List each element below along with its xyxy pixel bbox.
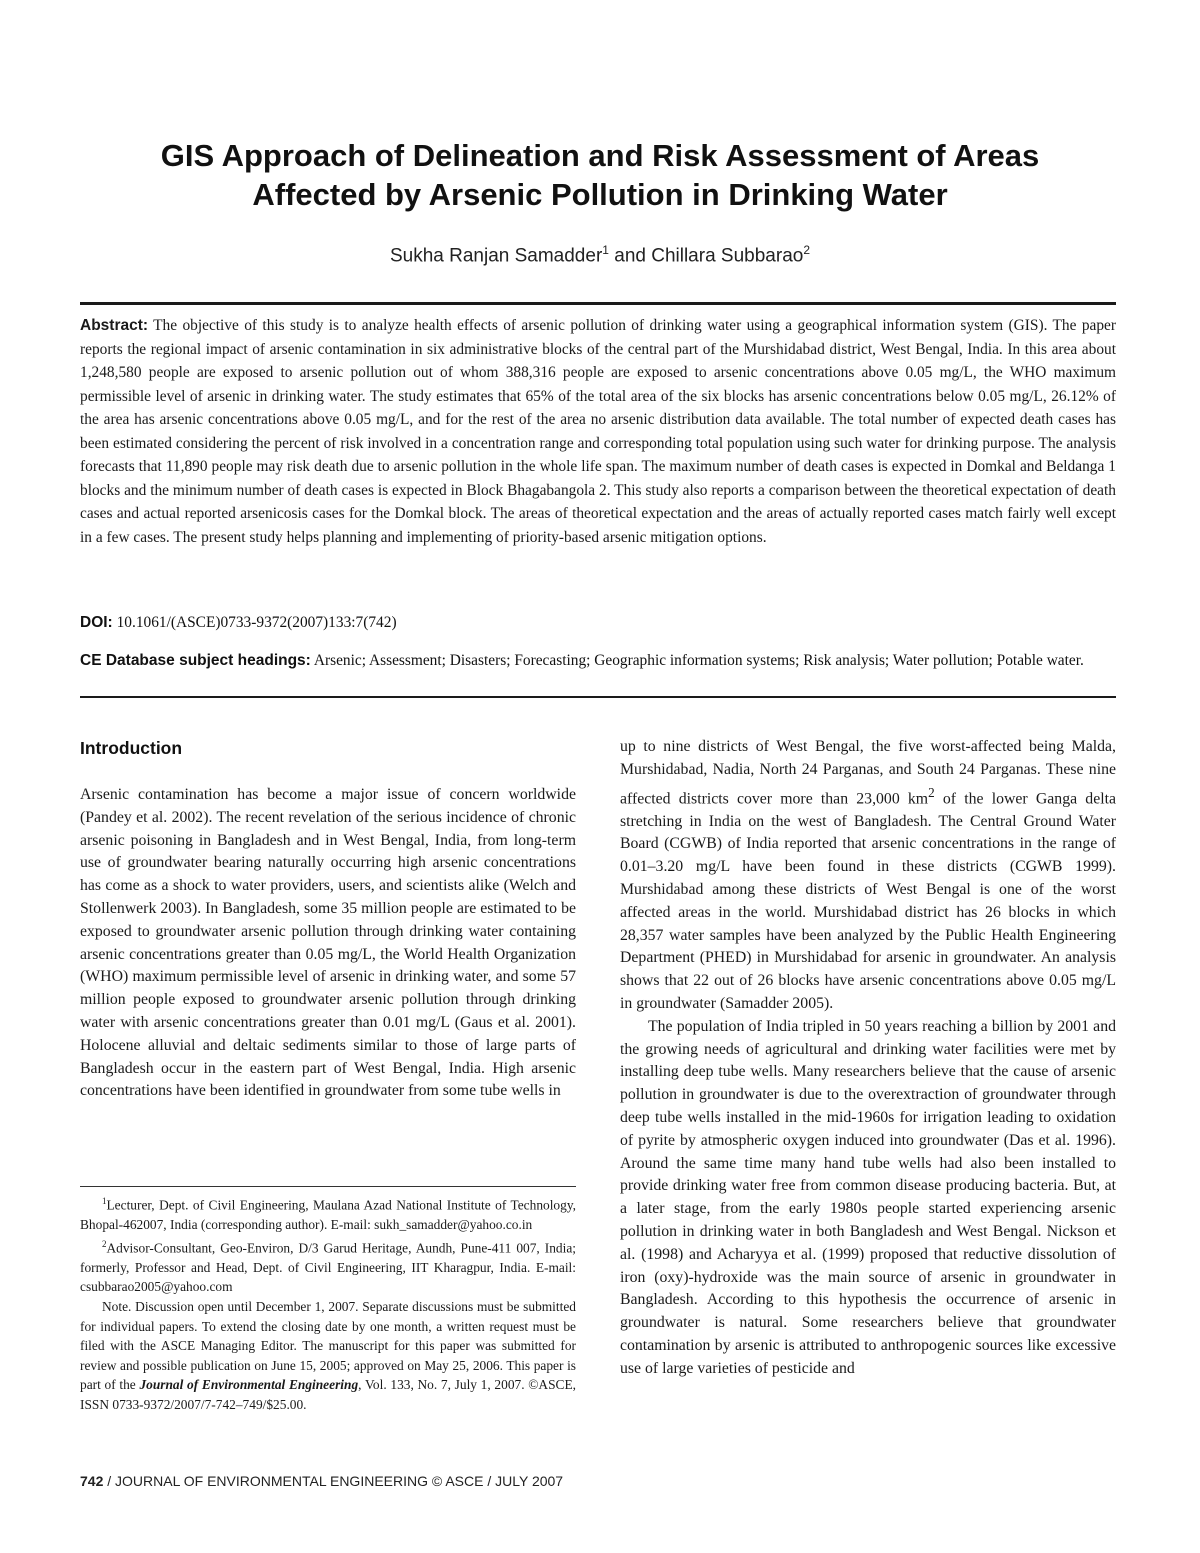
- footnotes: [80, 1192, 576, 1414]
- footnote-2-text: Advisor-Consultant, Geo-Environ, D/3 Garud Heritage, Aundh, Pune-411 007, India; formerly, Professor and Head, Dept. of Civil Engineering, IIT Kharagpur, India. E-mail: csubbarao2005@yahoo.com: [80, 1240, 576, 1295]
- author-2-mark: 2: [803, 243, 811, 257]
- intro-paragraph-2-a: up to nine districts of West Bengal, the five worst-affected being Malda, Murshidabad, Nadia, North 24 Parganas, and South 24 Parganas. These nine affected districts cover more than 23,000 km: [620, 738, 1116, 807]
- footnote-1-text: Lecturer, Dept. of Civil Engineering, Maulana Azad National Institute of Technology, Bhopal-462007, India (corresponding author). E-mail: sukh_samadder@yahoo.co.in: [80, 1197, 576, 1233]
- intro-paragraph-3: The population of India tripled in 50 years reaching a billion by 2001 and the growing needs of agricultural and drinking water facilities were met by installing deep tube wells. Many researchers believe that the cause of arsenic pollution in groundwater is due to the overextraction of groundwater through deep tube wells installed in the mid-1960s for irrigation leading to oxidation of pyrite by atmospheric oxygen induced into groundwater (Das et al. 1996). Around the same time many hand tube wells had also been installed to provide drinking water free from common disease producing bacteria. But, at a later stage, from the early 1980s people started experiencing arsenic pollution in drinking water in both Bangladesh and West Bengal. Nickson et al. (1998) and Acharyya et al. (1999) proposed that reductive dissolution of iron (oxy)-hydroxide was the main source of arsenic in groundwater in Bangladesh. According to this hypothesis the occurrence of arsenic in groundwater is natural. Some researchers believe that groundwater contamination by arsenic is attributed to anthropogenic sources like excessive use of large varieties of pesticide and: [620, 1017, 1116, 1377]
- abstract-label: Abstract:: [80, 317, 149, 334]
- doi-value: 10.1061/(ASCE)0733-9372(2007)133:7(742): [116, 614, 397, 631]
- author-list: [60, 243, 1140, 267]
- intro-paragraph-2-b: of the lower Ganga delta stretching in India on the west of Bangladesh. The Central Ground Water Board (CGWB) of India reported that arsenic concentrations in the range of 0.01–3.20 mg/L have been found in these districts (CGWB 1999). Murshidabad among these districts of West Bengal is one of the worst affected areas in the world. Murshidabad district has 26 blocks in which 28,357 water samples have been analyzed by the Public Health Engineering Department (PHED) in Murshidabad for arsenic in groundwater. An analysis shows that 22 out of 26 blocks have arsenic concentrations above 0.05 mg/L in groundwater (Samadder 2005).: [620, 789, 1116, 1013]
- author-1-mark: 1: [602, 243, 609, 257]
- km-squared-mark: 2: [928, 784, 935, 800]
- note-text-a: Note. Discussion open until December 1, 2007. Separate discussions must be submitted for individual papers. To extend the closing date by one month, a written request must be filed with the ASCE Managing Editor. The manuscript for this paper was submitted for review and possible publication on June 15, 2005; approved on May 25, 2006. This paper is part of the: [80, 1298, 576, 1393]
- title-line-1: GIS Approach of Delineation and Risk Assessment of Areas: [160, 138, 1040, 173]
- doi-label: DOI:: [80, 614, 113, 631]
- note-text-b: , Vol. 133, No. 7, July 1, 2007. ©ASCE, ISSN 0733-9372/2007/7-742–749/$25.00.: [80, 1377, 577, 1412]
- intro-paragraph-1: Arsenic contamination has become a major issue of concern worldwide (Pandey et al. 2002). The recent revelation of the serious incidence of chronic arsenic poisoning in Bangladesh and in West Bengal, India, from long-term use of groundwater bearing naturally occurring high arsenic concentrations has come as a shock to water providers, users, and scientists alike (Welch and Stollenwerk 2003). In Bangladesh, some 35 million people are estimated to be exposed to groundwater arsenic pollution through drinking water containing arsenic concentrations greater than 0.05 mg/L, the World Health Organization (WHO) maximum permissible level of arsenic in drinking water, and some 57 million people exposed to groundwater arsenic pollution through drinking water with arsenic concentrations greater than 0.01 mg/L (Gaus et al. 2001). Holocene alluvial and deltaic sediments similar to those of large parts of Bangladesh occur in the eastern part of West Bengal, India. High arsenic concentrations have been identified in groundwater from some tube wells in: [80, 786, 576, 1100]
- title-line-2: Affected by Arsenic Pollution in Drinking Water: [252, 177, 948, 212]
- top-rule: [80, 302, 1116, 305]
- subject-headings-value: Arsenic; Assessment; Disasters; Forecasting; Geographic information systems; Risk analysis; Water pollution; Potable water.: [313, 652, 1084, 669]
- footnote-2: [80, 1235, 576, 1297]
- section-heading-introduction: Introduction: [80, 738, 183, 758]
- right-column: [620, 736, 1116, 1381]
- doi: [80, 611, 1116, 635]
- footnote-rule: [80, 1186, 576, 1187]
- page-footer: [80, 1473, 563, 1489]
- footnote-2-mark: 2: [102, 1238, 107, 1249]
- author-and: and: [608, 245, 652, 267]
- left-column: [80, 784, 576, 1103]
- discussion-note: [80, 1297, 576, 1415]
- abstract-text: The objective of this study is to analyze health effects of arsenic pollution of drinking water using a geographical information system (GIS). The paper reports the regional impact of arsenic contamination in six administrative blocks of the central part of the Murshidabad district, West Bengal, India. In this area about 1,248,580 people are exposed to arsenic pollution out of whom 388,316 people are exposed to arsenic concentrations above 0.05 mg/L, the WHO maximum permissible level of arsenic in drinking water. The study estimates that 65% of the total area of the six blocks has arsenic concentrations below 0.05 mg/L, 26.12% of the area has arsenic concentrations above 0.05 mg/L, and for the rest of the area no arsenic distribution data available. The total number of expected death cases has been estimated considering the percent of risk involved in a concentration range and corresponding total population using such water for drinking purpose. The analysis forecasts that 11,890 people may risk death due to arsenic pollution in the whole life span. The maximum number of death cases is expected in Domkal and Beldanga 1 blocks and the minimum number of death cases is expected in Block Bhagabangola 2. This study also reports a comparison between the theoretical expectation of death cases and actual reported arsenicosis cases for the Domkal block. The areas of theoretical expectation and the areas of actually reported cases match fairly well except in a few cases. The present study helps planning and implementing of priority-based arsenic mitigation options.: [80, 317, 1116, 546]
- intro-paragraph-2: [620, 736, 1116, 1016]
- footnote-1-mark: 1: [102, 1196, 107, 1206]
- author-1: Sukha Ranjan Samadder: [389, 245, 603, 267]
- journal-footer-text: / JOURNAL OF ENVIRONMENTAL ENGINEERING © ASCE / JULY 2007: [103, 1473, 564, 1489]
- page-number: 742: [80, 1473, 104, 1489]
- author-2: Chillara Subbarao: [651, 245, 804, 267]
- abstract: [80, 314, 1116, 549]
- footnote-1: [80, 1192, 576, 1235]
- bottom-rule: [80, 696, 1116, 698]
- paper-title: [60, 136, 1140, 214]
- subject-headings: [80, 649, 1116, 673]
- note-journal-name: Journal of Environmental Engineering: [139, 1377, 359, 1393]
- subject-headings-label: CE Database subject headings:: [80, 652, 311, 669]
